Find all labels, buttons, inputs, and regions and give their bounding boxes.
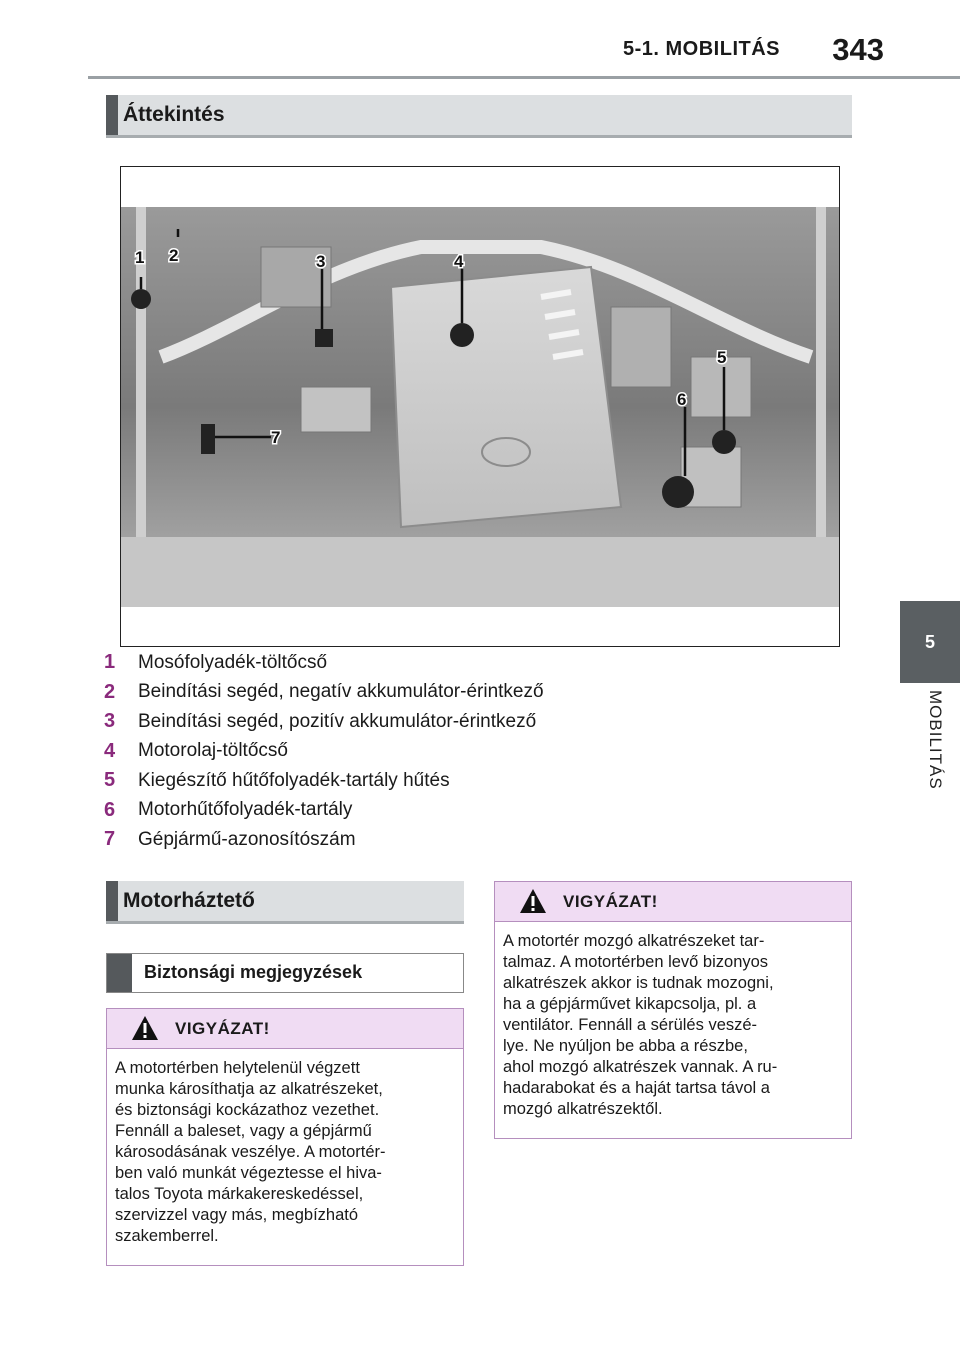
caution-line: lye. Ne nyúljon be abba a részbe, — [503, 1037, 748, 1055]
washer-fluid-cap — [131, 289, 151, 309]
figure-label-3: 3 — [316, 252, 326, 271]
legend-number: 2 — [104, 680, 116, 703]
legend-item — [104, 707, 544, 737]
section-title: 5-1. MOBILITÁS — [622, 38, 780, 60]
figure-legend — [104, 648, 544, 855]
engine-illustration — [121, 207, 839, 607]
caution-line: Fennáll a baleset, vagy a gépjármű — [115, 1122, 372, 1140]
legend-item — [104, 678, 544, 708]
caution-line: és biztonsági kockázathoz vezethet. — [115, 1101, 380, 1119]
caution-line: szakemberrel. — [115, 1227, 219, 1245]
legend-text: Beindítási segéd, negatív akkumulátor-érintkező — [138, 681, 544, 703]
legend-item — [104, 766, 544, 796]
legend-item — [104, 648, 544, 678]
figure-label-6: 6 — [677, 390, 687, 409]
caution-text — [107, 1049, 463, 1255]
legend-number: 5 — [104, 769, 116, 792]
caution-line: talmaz. A motortérben levő bizonyos — [503, 953, 769, 971]
legend-number: 6 — [104, 798, 116, 821]
caution-line: ahol mozgó alkatrészek vannak. A ru- — [503, 1058, 778, 1076]
legend-number: 4 — [104, 739, 116, 762]
caution-box-right — [494, 881, 852, 1139]
caution-box-left — [106, 1008, 464, 1266]
hood-title: Motorháztető — [123, 889, 255, 912]
legend-text: Motorolaj-töltőcső — [138, 740, 288, 762]
caution-line: mozgó alkatrészektől. — [503, 1100, 663, 1118]
caution-header — [107, 1009, 463, 1049]
figure-label-4: 4 — [454, 252, 464, 271]
caution-line: ventilátor. Fennáll a sérülés veszé- — [503, 1016, 758, 1034]
chapter-tab[interactable]: 5 — [900, 601, 960, 683]
heading-bar — [106, 881, 118, 921]
caution-line: ha a gépjárművet kikapcsolja, pl. a — [503, 995, 757, 1013]
caution-line: alkatrészek akkor is tudnak mozogni, — [503, 974, 774, 992]
overview-title: Áttekintés — [123, 103, 225, 126]
safety-title: Biztonsági megjegyzések — [144, 962, 363, 982]
legend-number: 3 — [104, 710, 116, 733]
coolant-reservoir-cap — [662, 476, 694, 508]
legend-item — [104, 796, 544, 826]
caution-line: szervizzel vagy más, megbízható — [115, 1206, 359, 1224]
overview-heading — [106, 95, 852, 138]
caution-header — [495, 882, 851, 922]
figure-label-2: 2 — [169, 246, 179, 265]
legend-text: Motorhűtőfolyadék-tartály — [138, 799, 353, 821]
legend-text: Beindítási segéd, pozitív akkumulátor-érintkező — [138, 710, 537, 732]
header-rule — [88, 76, 960, 79]
caution-line: ben való munkát végeztesse el hiva- — [115, 1164, 382, 1182]
legend-item — [104, 737, 544, 767]
warning-triangle-icon — [131, 1015, 159, 1041]
engine-figure — [120, 166, 840, 647]
chapter-tab-label: MOBILITÁS — [926, 690, 945, 790]
warning-triangle-icon — [519, 888, 547, 914]
safety-subheading — [106, 953, 464, 993]
hood-heading — [106, 881, 464, 924]
page-header — [0, 28, 960, 78]
positive-terminal — [315, 329, 333, 347]
figure-label-7: 7 — [271, 428, 281, 447]
caution-line: talos Toyota márkakereskedéssel, — [115, 1185, 364, 1203]
legend-text: Kiegészítő hűtőfolyadék-tartály hűtés — [138, 769, 450, 791]
figure-label-5: 5 — [717, 348, 727, 367]
figure-label-1: 1 — [135, 248, 145, 267]
caution-line: A motortérben helytelenül végzett — [115, 1059, 360, 1077]
subheading-bar — [107, 954, 132, 992]
legend-text: Mosófolyadék-töltőcső — [138, 651, 328, 673]
vin-plate — [201, 424, 215, 454]
legend-text: Gépjármű-azonosítószám — [138, 828, 356, 850]
caution-line: hadarabokat és a haját tartsa távol a — [503, 1079, 770, 1097]
caution-line: A motortér mozgó alkatrészeket tar- — [503, 932, 765, 950]
oil-filler-cap — [450, 323, 474, 347]
legend-item — [104, 825, 544, 855]
caution-title: VIGYÁZAT! — [175, 1019, 270, 1038]
heading-bar — [106, 95, 118, 135]
legend-number: 7 — [104, 828, 116, 851]
caution-line: károsodásának veszélye. A motortér- — [115, 1143, 386, 1161]
page-number: 343 — [832, 32, 884, 67]
caution-text — [495, 922, 851, 1128]
aux-coolant-cap — [712, 430, 736, 454]
legend-number: 1 — [104, 651, 116, 674]
caution-title: VIGYÁZAT! — [563, 892, 658, 911]
engine-cover — [391, 267, 621, 527]
caution-line: munka károsíthatja az alkatrészeket, — [115, 1080, 383, 1098]
